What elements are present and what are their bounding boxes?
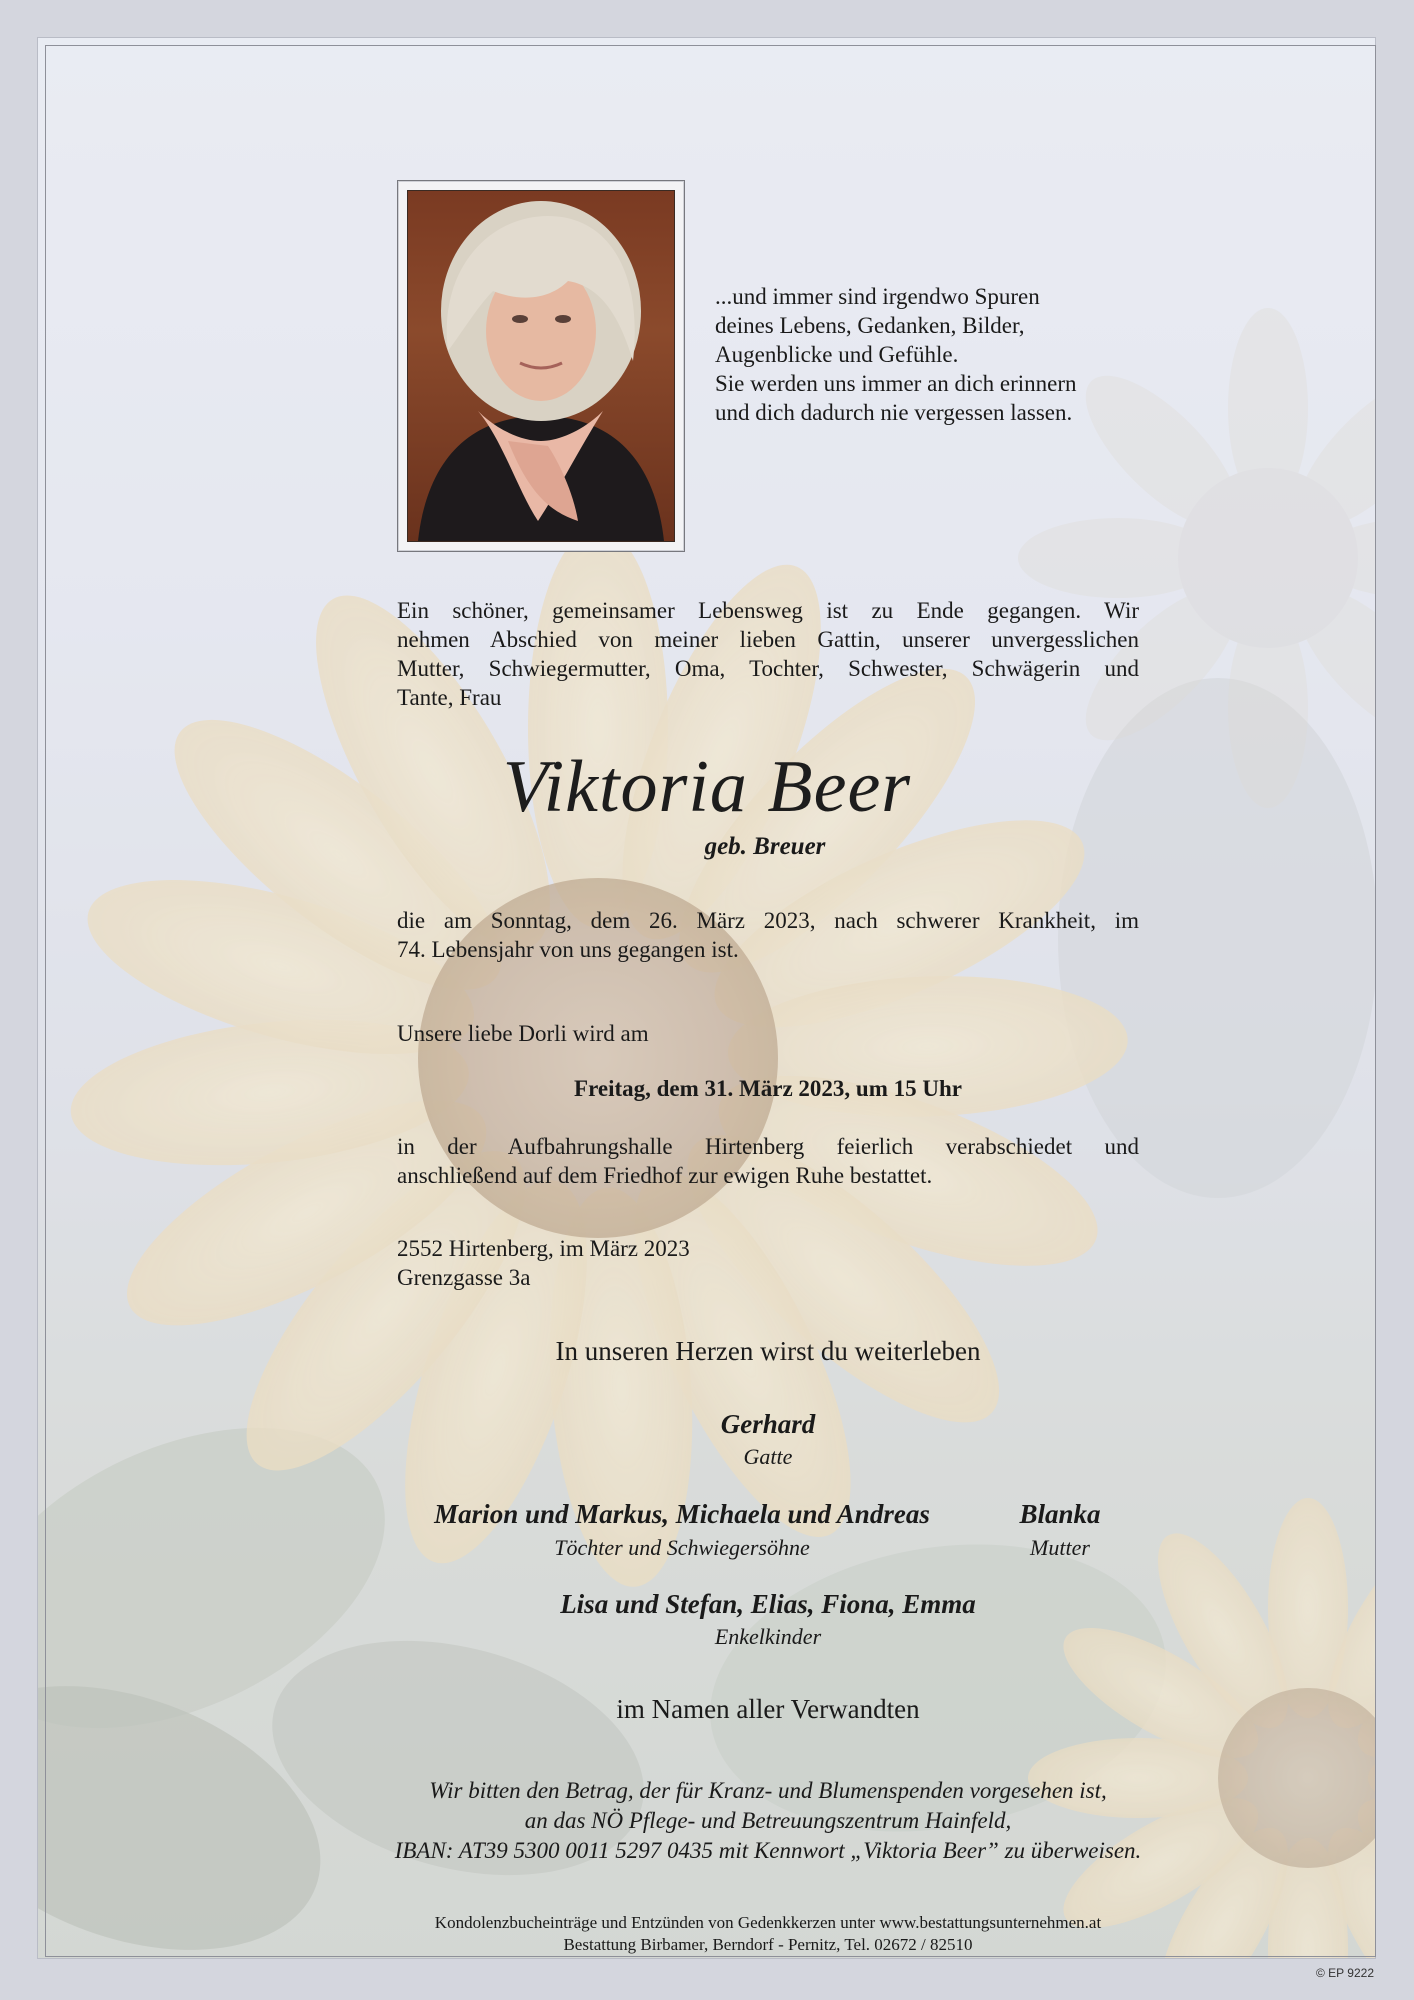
- footer: [0, 1912, 1414, 1956]
- farewell-intro-line: Unsere liebe Dorli wird am: [397, 1021, 649, 1046]
- donation-line: Wir bitten den Betrag, der für Kranz- und Blumenspenden vorgesehen ist,: [429, 1778, 1107, 1803]
- intro-line: Tante, Frau: [397, 685, 502, 710]
- sunflower-background-image: [38, 38, 1375, 1958]
- spouse-relation: Gatte: [743, 1444, 793, 1469]
- children-relation: Töchter und Schwiegersöhne: [554, 1535, 810, 1560]
- funeral-date: Freitag, dem 31. März 2023, um 15 Uhr: [574, 1076, 962, 1101]
- spouse-name: Gerhard: [720, 1409, 816, 1439]
- quote-line: Sie werden uns immer an dich erinnern: [715, 371, 1077, 396]
- intro-line: Ein schöner, gemeinsamer Lebensweg ist zu Ende gegangen. Wir: [397, 598, 1139, 623]
- maiden-name: geb. Breuer: [704, 833, 826, 860]
- donation-request: [0, 1776, 1414, 1866]
- place-and-date: [397, 1234, 1139, 1292]
- memorial-quote: [715, 282, 1135, 427]
- copyright-notice: © EP 9222: [1316, 1966, 1374, 1980]
- parte-sheet: [38, 38, 1375, 1958]
- quote-line: ...und immer sind irgendwo Spuren: [715, 284, 1040, 309]
- intro-paragraph: [397, 596, 1139, 712]
- mother-relation: Mutter: [1030, 1535, 1090, 1560]
- mother-group: [990, 1499, 1130, 1561]
- grandchildren-names: Lisa und Stefan, Elias, Fiona, Emma: [560, 1589, 976, 1619]
- intro-line: Mutter, Schwiegermutter, Oma, Tochter, Schwester, Schwägerin und: [397, 656, 1139, 681]
- farewell-intro: [397, 1019, 1139, 1048]
- farewell-line: in der Aufbahrungshalle Hirtenberg feierlich verabschiedet und: [397, 1134, 1139, 1159]
- quote-line: deines Lebens, Gedanken, Bilder,: [715, 313, 1025, 338]
- place-line: 2552 Hirtenberg, im März 2023: [397, 1236, 690, 1261]
- quote-line: Augenblicke und Gefühle.: [715, 342, 959, 367]
- children-names: Marion und Markus, Michaela und Andreas: [434, 1499, 930, 1529]
- children-group: [392, 1499, 972, 1561]
- portrait-frame: [397, 180, 685, 552]
- portrait-illustration: [408, 191, 674, 541]
- address-line: Grenzgasse 3a: [397, 1265, 531, 1290]
- quote-line: und dich dadurch nie vergessen lassen.: [715, 400, 1073, 425]
- mourners-heading: In unseren Herzen wirst du weiterleben: [555, 1336, 981, 1366]
- mourners-closing: im Namen aller Verwandten: [616, 1694, 920, 1724]
- deceased-name: Viktoria Beer: [502, 746, 912, 828]
- donation-line: an das NÖ Pflege- und Betreuungszentrum Hainfeld,: [524, 1808, 1012, 1833]
- donation-line: IBAN: AT39 5300 0011 5297 0435 mit Kennwort „Viktoria Beer” zu überweisen.: [394, 1838, 1142, 1863]
- intro-line: nehmen Abschied von meiner lieben Gattin, unserer unvergesslichen: [397, 627, 1139, 652]
- footer-undertaker-line: Bestattung Birbamer, Berndorf - Pernitz, Tel. 02672 / 82510: [563, 1935, 973, 1954]
- death-notice-line: die am Sonntag, dem 26. März 2023, nach schwerer Krankheit, im: [397, 908, 1139, 933]
- grandchildren-relation: Enkelkinder: [714, 1624, 822, 1649]
- death-notice-line: 74. Lebensjahr von uns gegangen ist.: [397, 937, 739, 962]
- mother-name: Blanka: [1019, 1499, 1101, 1529]
- farewell-line: anschließend auf dem Friedhof zur ewigen Ruhe bestattet.: [397, 1163, 933, 1188]
- farewell-paragraph: [397, 1132, 1139, 1190]
- portrait-photo: [407, 190, 675, 542]
- footer-condolence-line: Kondolenzbucheinträge und Entzünden von Gedenkkerzen unter www.bestattungsunternehmen.at: [434, 1913, 1102, 1932]
- death-notice-paragraph: [397, 906, 1139, 964]
